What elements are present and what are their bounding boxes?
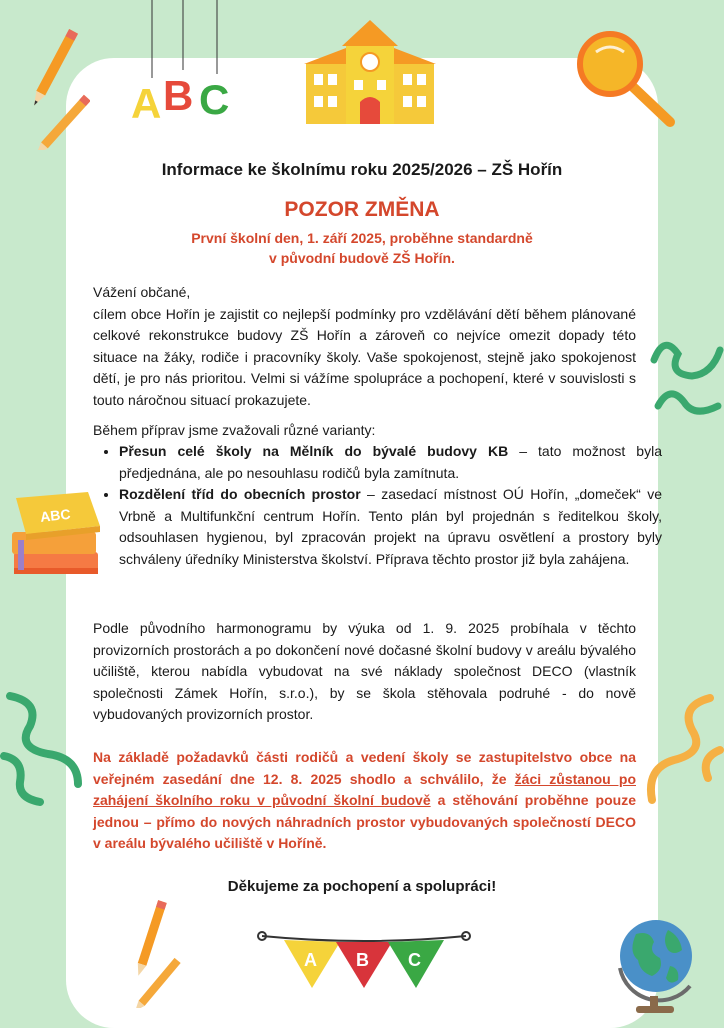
variants-lead: Během příprav jsme zvažovali různé varianty: xyxy=(93,422,376,438)
list-item xyxy=(119,484,662,570)
pencils-top-left-icon xyxy=(10,20,90,150)
harmonogram-paragraph: Podle původního harmonogramu by výuka od 1. 9. 2025 probíhala v těchto provizorních prostorách a po dokončení nové dočasné školní budovy v areálu bývalého učiliště, kterou nabídla vybudovat na své náklady společnost DECO (vlastník společnosti Zámek Hořín, s.r.o.), by se škola stěhovala podruhé - do nově vybudovaných provizorních prostor. xyxy=(93,620,636,723)
intro-text: cílem obce Hořín je zajistit co nejlepší podmínky pro vzdělávání dětí během plánované celkové rekonstrukce budovy ZŠ Hořín a zároveň co nejvíce omezit dopady této situace na žáky, rodiče i pracovníky školy. Vaše spokojenost, stejně jako spokojenost dětí, je pro nás prioritou. Velmi si vážíme spolupráce a pochopení, které v souvislosti s touto náročnou situací prokazujete. xyxy=(93,305,636,408)
page-title: Informace ke školnímu roku 2025/2026 – ZŠ Hořín xyxy=(161,160,563,179)
alert-line-2: v původní budově ZŠ Hořín. xyxy=(269,250,455,266)
alert-subtitle xyxy=(120,228,604,268)
decision-part-1: Na základě požadavků části rodičů a vedení školy se zastupitelstvo obce na veřejném zasedání dne 12. 8. 2025 shodlo a schválilo, že xyxy=(93,749,636,787)
book-label: ABC xyxy=(39,505,72,525)
list-item xyxy=(119,441,662,484)
bunting-letter-a: A xyxy=(304,950,317,970)
alert-line-1: První školní den, 1. září 2025, proběhne standardně xyxy=(191,230,533,246)
variant-text: – zasedací místnost OÚ Hořín, „domeček“ ve Vrbně a Multifunkční centrum Hořín. Tento plán byl projednán s ředitelkou školy, odsouhlasen hygienou, byl zpracován projekt na úpravu osvětlení a prostory byly schváleny úředníky Ministerstva školství. Příprava těchto prostor již byla zahájena. xyxy=(119,486,662,567)
decision-part-2: a stěhování proběhne pouze jednou – přímo do nových náhradních prostor vybudovaných společností DECO v areálu bývalého učiliště v Hoříně. xyxy=(93,792,636,852)
hanging-abc-icon xyxy=(125,0,240,125)
magnifier-icon xyxy=(570,30,680,130)
decision-underlined: žáci zůstanou po zahájení školního roku v původní školní budově xyxy=(93,770,636,809)
closing-line: Děkujeme za pochopení a spolupráci! xyxy=(227,878,497,895)
hanging-letter-b: B xyxy=(163,72,194,119)
globe-icon xyxy=(610,908,702,1016)
bunting-abc-icon xyxy=(256,924,472,994)
decision-paragraph xyxy=(93,747,636,855)
swirl-right-orange-icon xyxy=(640,690,724,810)
pencils-bottom-left-icon xyxy=(115,898,185,1008)
bunting-letter-c: C xyxy=(408,950,421,970)
greeting: Vážení občané, xyxy=(93,284,191,300)
hanging-letter-a: A xyxy=(131,80,162,125)
variant-title: Rozdělení tříd do obecních prostor xyxy=(119,486,361,503)
variant-text: – tato možnost byla předjednána, ale po nesouhlasu rodičů byla zamítnuta. xyxy=(119,443,662,481)
intro-paragraph xyxy=(93,282,636,412)
variants-list xyxy=(93,441,662,571)
variant-title: Přesun celé školy na Mělník do bývalé budovy KB xyxy=(119,443,509,459)
bunting-letter-b: B xyxy=(356,950,369,970)
books-icon xyxy=(8,488,104,588)
alert-heading: POZOR ZMĚNA xyxy=(284,198,440,221)
hanging-letter-c: C xyxy=(199,76,230,123)
swirl-right-green-icon xyxy=(648,320,724,430)
swirl-left-green-icon xyxy=(0,686,84,806)
school-building-icon xyxy=(300,18,440,126)
